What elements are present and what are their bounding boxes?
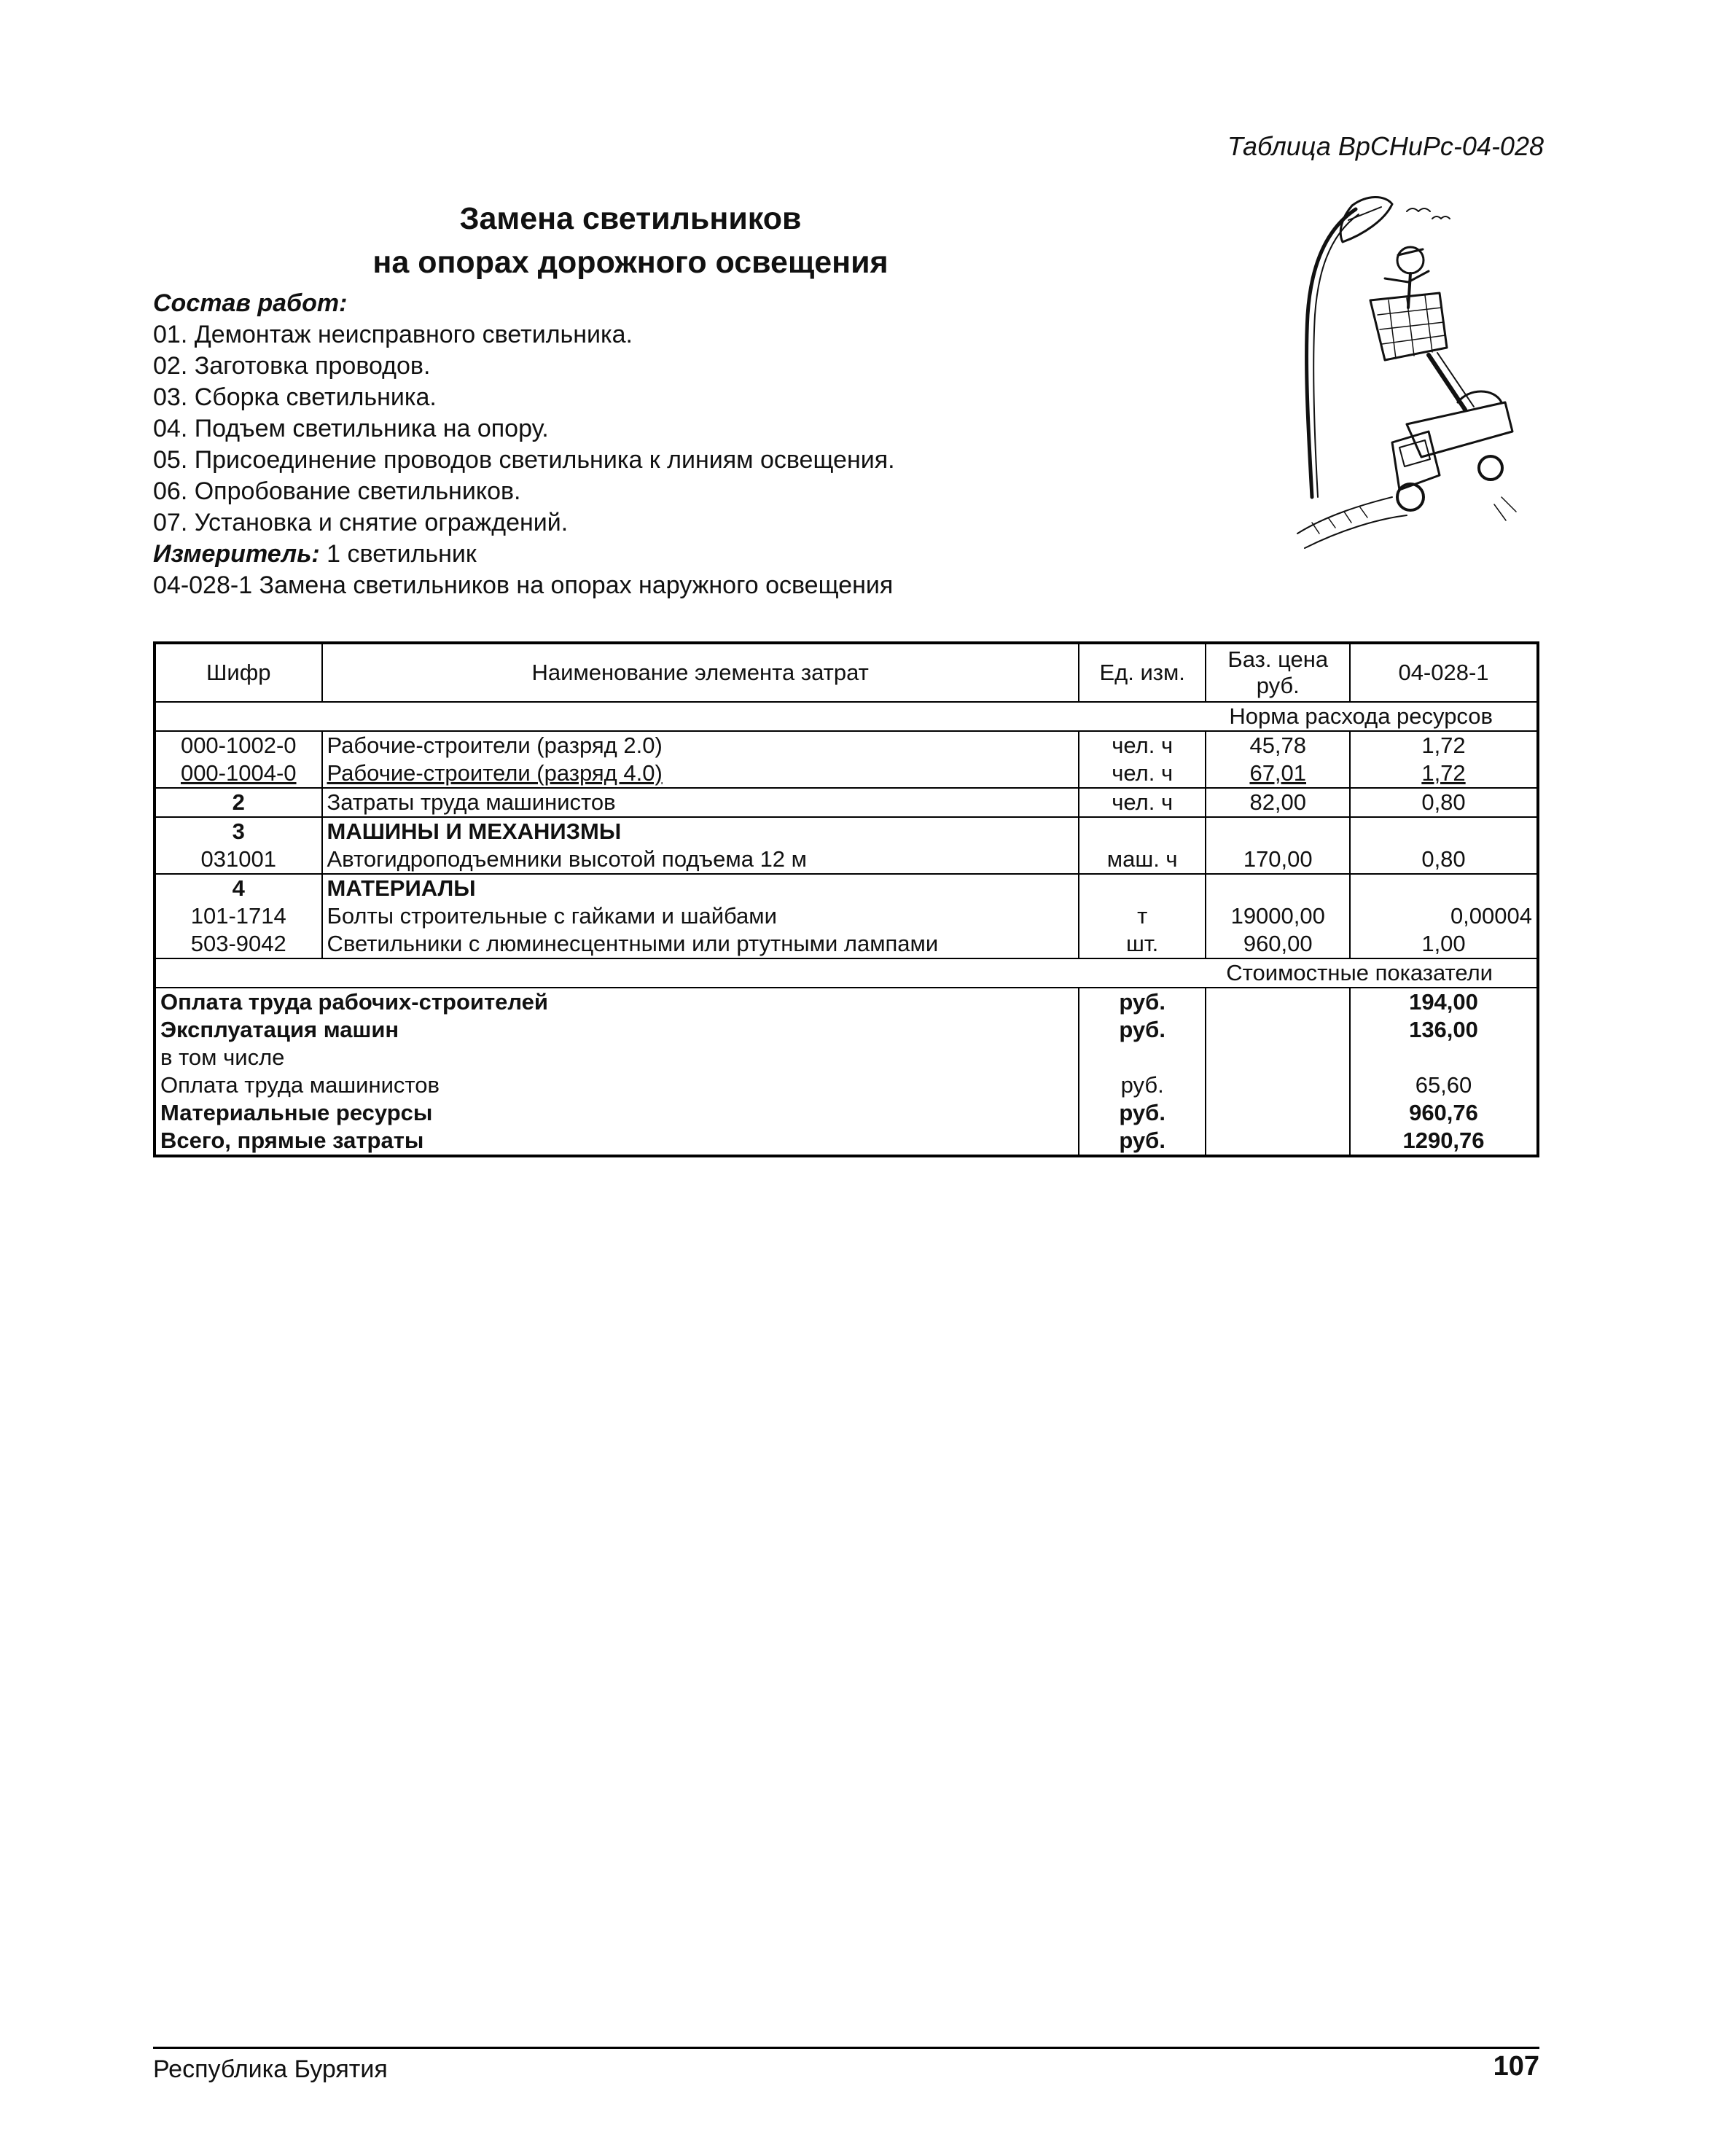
summary-name: Материальные ресурсы	[155, 1099, 1079, 1127]
measure-line	[153, 539, 895, 570]
header-name: Наименование элемента затрат	[322, 643, 1079, 702]
row-name: Рабочие-строители (разряд 4.0)	[322, 759, 1079, 788]
section-row	[155, 702, 1538, 731]
summary-name: Оплата труда машинистов	[155, 1071, 1079, 1099]
table-row	[155, 817, 1538, 845]
row-unit: чел. ч	[1079, 788, 1206, 817]
row-name: Светильники с люминесцентными или ртутными лампами	[322, 930, 1079, 958]
page-title	[153, 197, 1108, 284]
summary-row	[155, 1127, 1538, 1156]
summary-name: в том числе	[155, 1044, 1079, 1071]
table-row	[155, 759, 1538, 788]
row-name: Рабочие-строители (разряд 2.0)	[322, 731, 1079, 759]
summary-unit: руб.	[1079, 1016, 1206, 1044]
row-price: 45,78	[1206, 731, 1350, 759]
row-code: 503-9042	[155, 930, 322, 958]
row-price: 82,00	[1206, 788, 1350, 817]
title-line-1: Замена светильников	[459, 201, 802, 236]
summary-unit: руб.	[1079, 1127, 1206, 1156]
table-row	[155, 845, 1538, 874]
row-norm: 1,72	[1350, 731, 1538, 759]
table-row	[155, 930, 1538, 958]
row-code: 4	[155, 874, 322, 902]
header-unit: Ед. изм.	[1079, 643, 1206, 702]
row-norm: 1,00	[1350, 930, 1538, 958]
row-price: 960,00	[1206, 930, 1350, 958]
streetlight-repair-illustration	[1283, 191, 1523, 555]
row-price	[1206, 874, 1350, 902]
works-heading: Состав работ:	[153, 289, 348, 317]
row-name: МАШИНЫ И МЕХАНИЗМЫ	[322, 817, 1079, 845]
work-item: 07. Установка и снятие ограждений.	[153, 509, 569, 536]
header-norm: 04-028-1	[1350, 643, 1538, 702]
row-price: 170,00	[1206, 845, 1350, 874]
summary-unit: руб.	[1079, 988, 1206, 1016]
title-line-2: на опорах дорожного освещения	[372, 245, 889, 280]
row-code: 031001	[155, 845, 322, 874]
table-row	[155, 731, 1538, 759]
measure-value: 1 светильник	[319, 540, 477, 568]
header-price: Баз. цена руб.	[1206, 643, 1350, 702]
row-unit	[1079, 817, 1206, 845]
row-price	[1206, 817, 1350, 845]
header-code: Шифр	[155, 643, 322, 702]
page-number: 107	[1493, 2051, 1539, 2082]
work-item: 03. Сборка светильника.	[153, 383, 437, 411]
summary-value: 960,76	[1350, 1099, 1538, 1127]
row-unit: шт.	[1079, 930, 1206, 958]
row-price: 19000,00	[1206, 902, 1350, 930]
footer-divider	[153, 2047, 1539, 2049]
row-code: 2	[155, 788, 322, 817]
summary-name: Оплата труда рабочих-строителей	[155, 988, 1079, 1016]
row-norm: 0,00004	[1350, 902, 1538, 930]
summary-name: Всего, прямые затраты	[155, 1127, 1079, 1156]
row-norm: 0,80	[1350, 845, 1538, 874]
summary-row	[155, 988, 1538, 1016]
table-row	[155, 902, 1538, 930]
row-unit: чел. ч	[1079, 759, 1206, 788]
row-name: МАТЕРИАЛЫ	[322, 874, 1079, 902]
section-resources: Норма расхода ресурсов	[155, 702, 1538, 731]
measure-label: Измеритель:	[153, 540, 320, 568]
row-unit	[1079, 874, 1206, 902]
row-price: 67,01	[1206, 759, 1350, 788]
row-unit: чел. ч	[1079, 731, 1206, 759]
row-norm: 0,80	[1350, 788, 1538, 817]
row-code: 3	[155, 817, 322, 845]
row-norm	[1350, 817, 1538, 845]
section-costs: Стоимостные показатели	[155, 958, 1538, 988]
section-row	[155, 958, 1538, 988]
summary-value: 136,00	[1350, 1016, 1538, 1044]
works-block	[153, 288, 895, 601]
summary-unit	[1079, 1044, 1206, 1071]
summary-row	[155, 1071, 1538, 1099]
row-unit: т	[1079, 902, 1206, 930]
summary-name: Эксплуатация машин	[155, 1016, 1079, 1044]
work-item: 05. Присоединение проводов светильника к линиям освещения.	[153, 446, 895, 474]
work-item: 01. Демонтаж неисправного светильника.	[153, 321, 633, 348]
table-id: Таблица ВрСНиРс-04-028	[1227, 131, 1544, 161]
row-code: 101-1714	[155, 902, 322, 930]
summary-value: 194,00	[1350, 988, 1538, 1016]
summary-unit: руб.	[1079, 1099, 1206, 1127]
summary-row	[155, 1016, 1538, 1044]
row-norm: 1,72	[1350, 759, 1538, 788]
summary-value	[1350, 1044, 1538, 1071]
item-line: 04-028-1 Замена светильников на опорах наружного освещения	[153, 571, 894, 599]
work-item: 02. Заготовка проводов.	[153, 352, 431, 380]
summary-value: 1290,76	[1350, 1127, 1538, 1156]
row-unit: маш. ч	[1079, 845, 1206, 874]
summary-row	[155, 1099, 1538, 1127]
row-code: 000-1004-0	[155, 759, 322, 788]
work-item: 06. Опробование светильников.	[153, 477, 521, 505]
summary-row	[155, 1044, 1538, 1071]
row-name: Затраты труда машинистов	[322, 788, 1079, 817]
table-header-row	[155, 643, 1538, 702]
work-item: 04. Подъем светильника на опору.	[153, 415, 549, 442]
resource-table	[153, 641, 1539, 1157]
summary-unit: руб.	[1079, 1071, 1206, 1099]
row-code: 000-1002-0	[155, 731, 322, 759]
row-name: Автогидроподъемники высотой подъема 12 м	[322, 845, 1079, 874]
table-row	[155, 874, 1538, 902]
row-name: Болты строительные с гайками и шайбами	[322, 902, 1079, 930]
footer-region: Республика Бурятия	[153, 2055, 388, 2083]
summary-value: 65,60	[1350, 1071, 1538, 1099]
row-norm	[1350, 874, 1538, 902]
table-row	[155, 788, 1538, 817]
